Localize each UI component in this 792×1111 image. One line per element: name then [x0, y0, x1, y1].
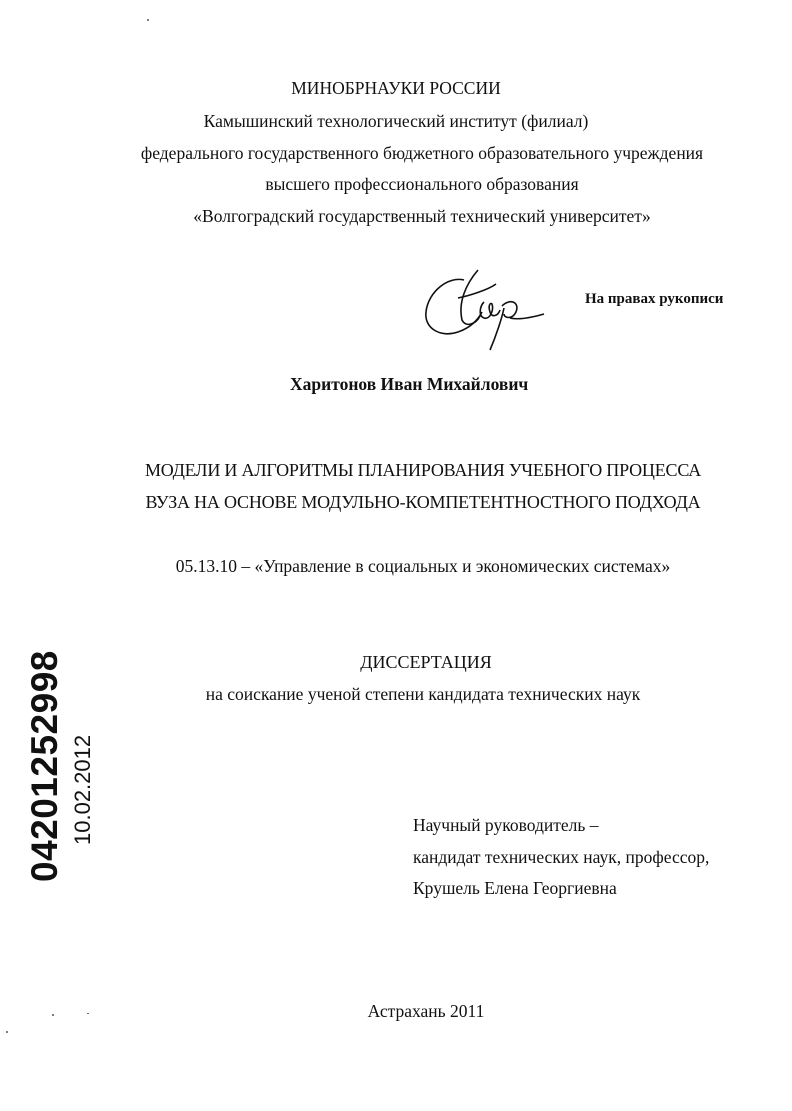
- organization-line-1: федерального государственного бюджетного образовательного учреждения: [140, 143, 704, 163]
- library-stamp-number: 04201252998: [24, 650, 65, 882]
- author-name: Харитонов Иван Михайлович: [290, 374, 529, 394]
- ministry-name: МИНОБРНАУКИ РОССИИ: [291, 78, 501, 98]
- city-year: Астрахань 2011: [367, 1001, 485, 1021]
- university-name: «Волгоградский государственный технический университет»: [193, 206, 651, 226]
- dissertation-title-line-2: ВУЗА НА ОСНОВЕ МОДУЛЬНО-КОМПЕТЕНТНОСТНОГО ПОДХОДА: [145, 492, 701, 512]
- dissertation-title-line-1: МОДЕЛИ И АЛГОРИТМЫ ПЛАНИРОВАНИЯ УЧЕБНОГО ПРОЦЕССА: [144, 460, 702, 480]
- library-stamp-date: 10.02.2012: [70, 734, 95, 845]
- dissertation-heading: ДИССЕРТАЦИЯ: [360, 652, 492, 672]
- dissertation-subtitle: на соискание ученой степени кандидата технических наук: [205, 684, 641, 704]
- scan-speck: [147, 19, 149, 21]
- supervisor-name: Крушель Елена Георгиевна: [413, 878, 617, 898]
- supervisor-degree: кандидат технических наук, профессор,: [413, 847, 710, 867]
- supervisor-role: Научный руководитель –: [413, 815, 599, 835]
- institute-name: Камышинский технологический институт (филиал): [203, 111, 589, 131]
- scan-speck: [87, 1013, 89, 1014]
- organization-line-2: высшего профессионального образования: [265, 174, 579, 194]
- specialty-code: 05.13.10 – «Управление в социальных и экономических системах»: [175, 556, 671, 576]
- scan-speck: [52, 1014, 54, 1016]
- author-signature-icon: [418, 262, 548, 354]
- manuscript-rights-note: На правах рукописи: [585, 291, 724, 307]
- scan-speck: [6, 1031, 8, 1033]
